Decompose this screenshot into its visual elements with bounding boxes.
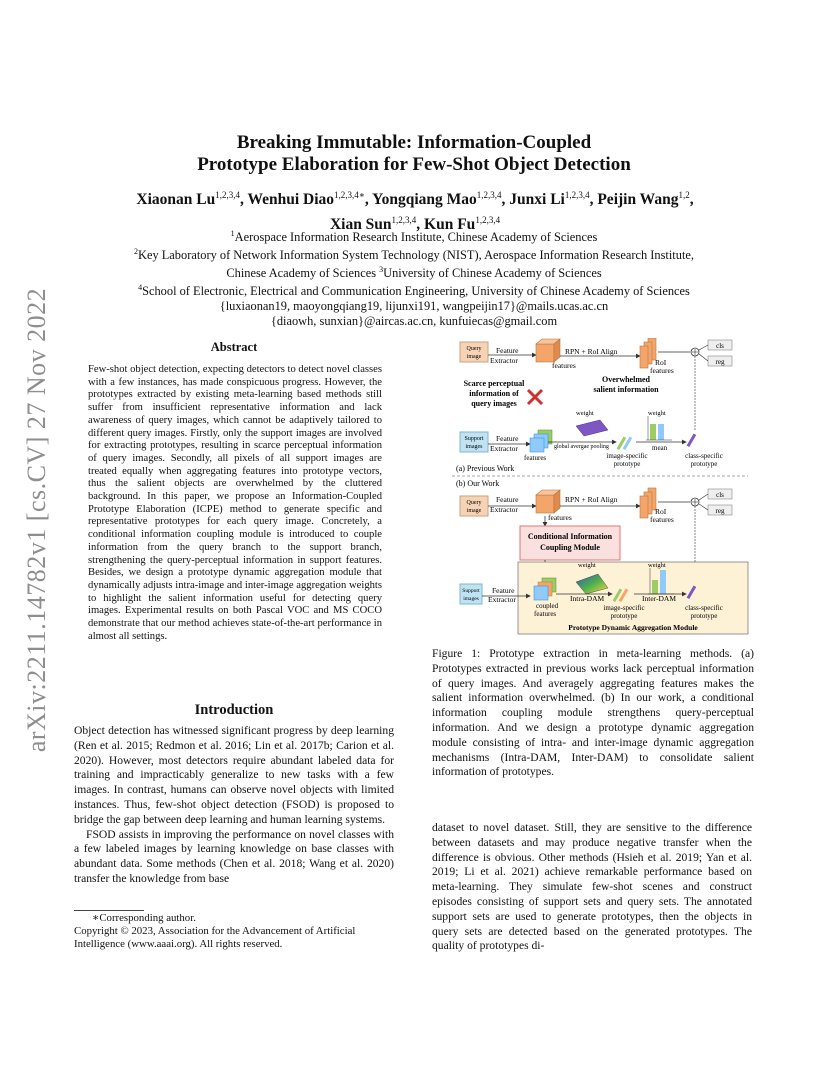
svg-text:prototype: prototype (690, 460, 718, 468)
weight-label: weight (576, 410, 594, 417)
support-images-label: Support (464, 436, 484, 442)
svg-text:images: images (463, 596, 479, 602)
cls-label: cls (716, 491, 724, 499)
email-line-1: {luxiaonan19, maoyongqiang19, lijunxi191, wangpeijin17}@mails.ucas.ac.cn (219, 299, 609, 314)
weight-label: weight (648, 410, 666, 417)
weight-label: weight (578, 562, 596, 569)
svg-text:features: features (650, 366, 674, 375)
coupled-features-label: coupled (536, 602, 559, 610)
cls-label: cls (716, 342, 724, 350)
rpn-roi-label: RPN + RoI Align (565, 347, 618, 356)
arrow (699, 504, 708, 510)
svg-text:query images: query images (471, 399, 517, 408)
feature-extractor-label: Feature (492, 586, 515, 595)
pdam-label: Prototype Dynamic Aggregation Module (568, 623, 698, 632)
roi-feature-stack (640, 338, 656, 368)
email-line-2: {diaowh, sunxian}@aircas.ac.cn, kunfuiecas@gmail.com (270, 314, 558, 329)
class-specific-prototype-label: class-specific (685, 452, 723, 460)
svg-text:features: features (534, 610, 557, 618)
svg-text:prototype: prototype (610, 612, 638, 620)
svg-text:prototype: prototype (613, 460, 641, 468)
author: Yongqiang Mao$^{1,2,3,4}$, (372, 190, 510, 209)
mean-label: mean (652, 444, 668, 452)
abstract-heading: Abstract (210, 340, 258, 354)
our-work-label: (b) Our Work (456, 479, 500, 488)
title-line-1: Breaking Immutable: Information-Coupled (236, 132, 592, 153)
arxiv-stamp (22, 280, 52, 760)
mean-weight-bars (646, 416, 672, 440)
image-specific-prototype-label: image-specific (606, 452, 648, 460)
author: Xian Sun$^{1,2,3,4}$, (329, 215, 425, 234)
previous-work-label: (a) Previous Work (456, 464, 515, 473)
svg-text:Extractor: Extractor (490, 356, 518, 365)
features-label: features (548, 513, 572, 522)
fusion-node (691, 348, 699, 356)
image-specific-prototype-icon (617, 436, 633, 450)
svg-text:Coupling Module: Coupling Module (540, 543, 600, 552)
features-label: features (524, 454, 547, 462)
feature-extractor-label: Feature (496, 346, 519, 355)
weight-label: weight (648, 562, 666, 569)
intra-dam-label: Intra-DAM (570, 594, 605, 603)
overwhelmed-label: Overwhelmed (602, 375, 650, 384)
abstract-body: Few-shot object detection, expecting detectors to detect novel classes with a few instances, has made conspicuous progress. However, the prototypes extracted by existing meta-learning based methods still suffer from insufficient representative information and lack awareness of query images, which cannot be adaptively tailored to different query images. Firstly, only the support images are involved for extracting prototypes, resulting in scarce perceptual information of query images. Secondly, all pixels of all support images are treated equally when aggregating features into prototype vectors, thus the salient objects are overwhelmed by the cluttered background. In this paper, we propose an Information-Coupled Prototype Elaboration (ICPE) method to generate specific and representative prototypes for each query image. Concretely, a conditional information coupling module is introduced to couple information from the query branch to the support branch, strengthening the query-perceptual information in support features. Besides, we design a prototype dynamic aggregation module that dynamically adjusts intra-image and inter-image aggregation weights to highlight the salient information useful for detecting query images. Experimental results on both Pascal VOC and MS COCO demonstrate that our method achieves state-of-the-art performance in almost all settings. (88, 364, 382, 642)
author: Wenhui Diao$^{1,2,3,4∗}$, (247, 190, 373, 209)
corresponding-author-note: ∗Corresponding author. (92, 912, 196, 924)
title-line-2: Prototype Elaboration for Few-Shot Object Detection (197, 154, 631, 175)
reg-label: reg (715, 358, 725, 366)
affiliation-4: $^4$School of Electronic, Electrical and Communication Engineering, University of Chinese Academy of Sciences (138, 283, 690, 299)
features-label: features (552, 361, 576, 370)
introduction-body (74, 724, 394, 887)
support-images-label: Support (462, 588, 480, 594)
affiliation-1: $^1$Aerospace Information Research Institute, Chinese Academy of Sciences (230, 229, 598, 245)
svg-text:features: features (650, 515, 674, 524)
class-specific-prototype-label: class-specific (685, 604, 723, 612)
figure-1-caption: Figure 1: Prototype extraction in meta-learning methods. (a) Prototypes extracted in previous works lack perceptual information of query images. And averagely aggregating features makes the salient information overwhelmed. (b) In our work, a conditional information coupling module strengthens query-perceptual information. And we design a prototype dynamic aggregation module consisting of intra- and inter-image dynamic aggregation mechanisms (Intra-DAM, Inter-DAM) to consolidate salient information of prototypes. (432, 647, 754, 779)
footnote (74, 912, 404, 951)
image-specific-prototype-label: image-specific (603, 604, 645, 612)
uniform-weight-plane (576, 420, 608, 436)
arrow (699, 345, 708, 350)
svg-text:images: images (465, 444, 483, 450)
roi-features-label: RoI (655, 358, 667, 367)
figure-canvas (452, 338, 752, 638)
introduction-paragraph-1: Object detection has witnessed significant progress by deep learning (Ren et al. 2015; Redmon et al. 2016; Lin et al. 2017b; Carion et al. 2020). However, most detectors require abundant labeled data for training and impracticably generalize to new tasks with a few images. In contrast, humans can observe novel objects with limited instances. Thus, few-shot object detection (FSOD) is proposed to bridge the gap between deep learning and human learning systems. (74, 724, 394, 826)
author: Peijin Wang$^{1,2}$, (597, 190, 694, 209)
red-cross-icon (528, 390, 542, 404)
introduction-paragraph-2: FSOD assists in improving the performance on novel classes with a few labeled images by learning knowledge on base classes with abundant data. Some methods (Chen et al. 2018; Wang et al. 2020) transfer the knowledge from base (74, 827, 394, 885)
arrow (699, 354, 708, 361)
rpn-roi-label: RPN + RoI Align (565, 495, 618, 504)
inter-dam-label: Inter-DAM (642, 594, 677, 603)
copyright-notice: Copyright © 2023, Association for the Advancement of Artificial Intelligence (www.aaai.org). All rights reserved. (74, 925, 356, 950)
right-column-body: dataset to novel dataset. Still, they are sensitive to the difference between datasets and may produce negative transfer when the difference is obvious. Other methods (Hsieh et al. 2019; Yan et al. 2019; Li et al. 2021) achieve remarkable performance based on meta-learning. They simulate few-shot scenes and construct episodes consisting of support sets and query sets. The annotated support sets are used to generate prototypes, then the objects in query sets are detected based on the generated prototypes. The quality of prototypes di- (432, 821, 752, 953)
query-image-label: Query (466, 346, 482, 352)
svg-text:Extractor: Extractor (490, 444, 518, 453)
cicm-label: Conditional Information (527, 532, 613, 541)
svg-text:image: image (466, 354, 482, 360)
arrow (699, 494, 708, 500)
svg-text:Extractor: Extractor (488, 595, 516, 604)
feature-extractor-label: Feature (496, 495, 519, 504)
class-specific-prototype-icon (687, 433, 697, 447)
svg-text:Extractor: Extractor (490, 505, 518, 514)
support-feature-cubes (530, 430, 552, 452)
query-feature-cube (536, 490, 560, 513)
svg-text:image: image (466, 508, 482, 514)
svg-text:prototype: prototype (690, 612, 718, 620)
reg-label: reg (715, 507, 725, 515)
feature-extractor-label: Feature (496, 434, 519, 443)
introduction-heading: Introduction (194, 702, 274, 718)
affiliation-2-3: Chinese Academy of Sciences $^3$University of Chinese Academy of Sciences (226, 265, 602, 281)
footnote-divider (74, 910, 144, 911)
affiliations (80, 227, 748, 329)
svg-text:salient information: salient information (593, 385, 659, 394)
author: Junxi Li$^{1,2,3,4}$, (509, 190, 598, 209)
arxiv-identifier: arXiv:2211.14782v1 [cs.CV] 27 Nov 2022 (22, 287, 52, 753)
svg-text:information of: information of (469, 389, 519, 398)
author: Kun Fu$^{1,2,3,4}$ (424, 215, 501, 234)
author: Xiaonan Lu$^{1,2,3,4}$, (136, 190, 248, 209)
query-image-label: Query (466, 500, 482, 506)
affiliation-2: $^2$Key Laboratory of Network Information System Technology (NIST), Aerospace Information Research Institute, (134, 247, 694, 263)
scarce-info-label: Scarce perceptual (463, 379, 525, 388)
figure-1-diagram (452, 338, 752, 638)
fusion-node (691, 498, 699, 506)
roi-features-label: RoI (655, 507, 667, 516)
roi-feature-stack (640, 488, 656, 518)
query-feature-cube (536, 339, 560, 362)
global-avg-pooling-label: global avergae pooling (554, 444, 609, 450)
paper-title (0, 132, 828, 176)
